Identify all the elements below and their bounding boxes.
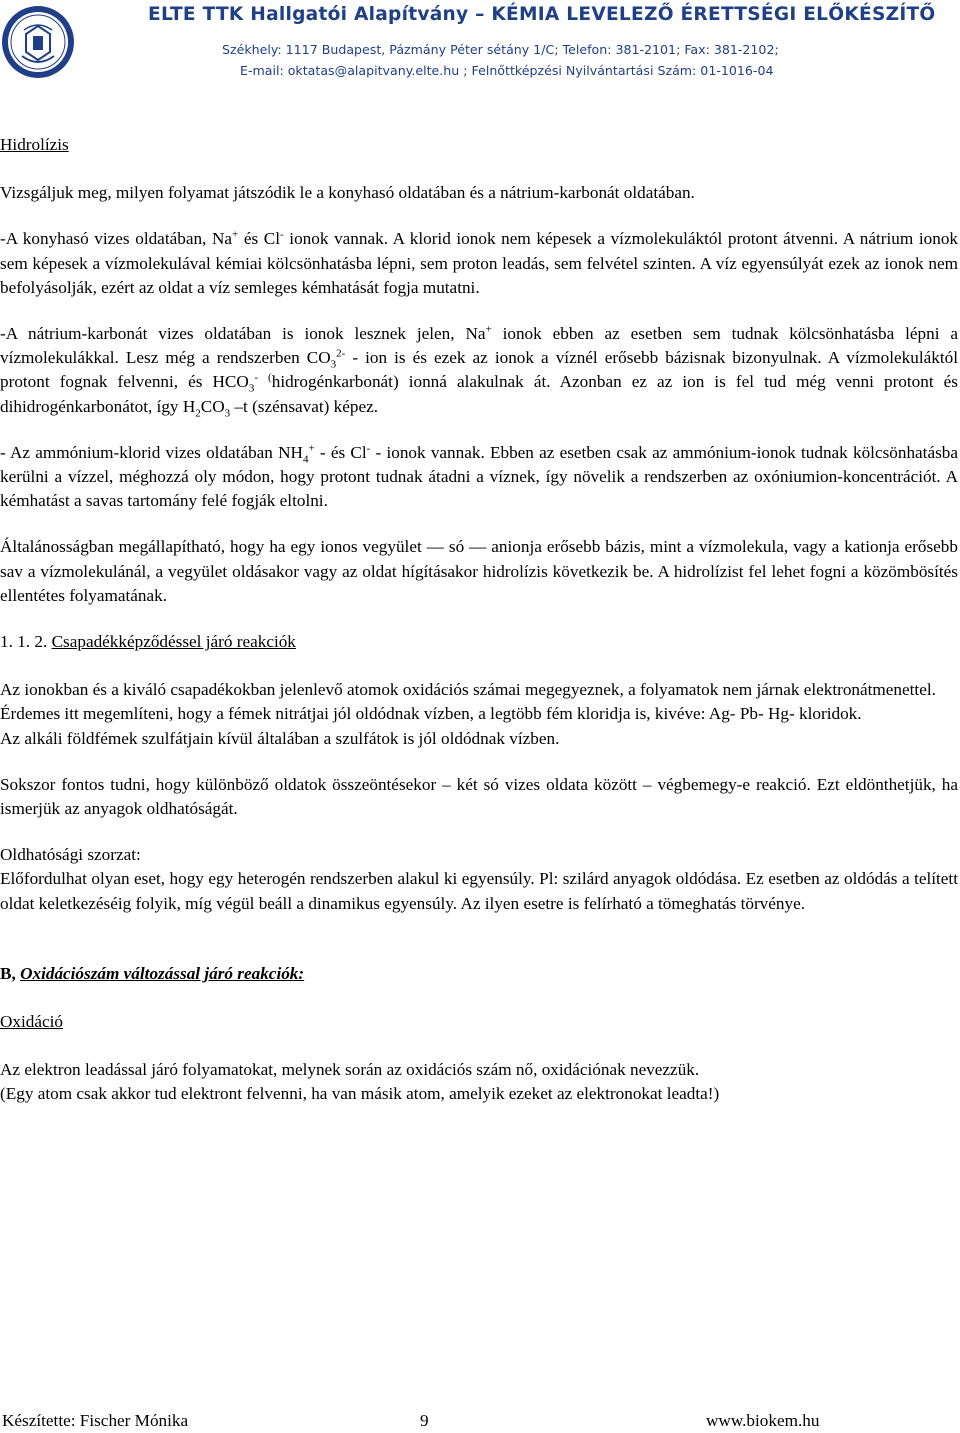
document-body: [0, 133, 958, 1107]
section-heading-precipitation: 1. 1. 2. Csapadékképződéssel járó reakciók: [0, 632, 296, 652]
heading-oxidation: Oxidáció: [0, 1012, 64, 1032]
paragraph-oxidation-definition: Az elektron leadással járó folyamatokat, melynek során az oxidációs szám nő, oxidációnak nevezzük.: [0, 1060, 700, 1080]
paragraph-generalization: Általánosságban megállapítható, hogy ha egy ionos vegyület — só — anionja erősebb bázis, mint a vízmolekula, vagy a kationja erősebb sav a vízmolekulánál, a vegyület oldásakor vagy az oldat hígításakor hidrolízis következik be. A hidrolízist fel lehet fogni a közömbösítés ellentétes folyamatának.: [0, 537, 958, 605]
section-heading-oxidation-reactions: B, Oxidációszám változással járó reakciók:: [0, 963, 305, 983]
paragraph-mixing: Sokszor fontos tudni, hogy különböző oldatok összeöntésekor – két só vizes oldata között – végbemegy-e reakció. Ezt eldönthetjük, ha ismerjük az anyagok oldhatóságát.: [0, 774, 958, 819]
paragraph-sodium-chloride: -A konyhasó vizes oldatában, Na+ és Cl- ionok vannak. A klorid ionok nem képesek a vízmolekuláktól protont átvenni. A nátrium ionok sem képesek a vízmolekulával kémiai kölcsönhatásba lépni, sem proton leadás, sem felvétel szinten. A víz egyensúlyát ezek az ionok nem befolyásolják, ezért az oldat a víz semleges kémhatását fogja mutatni.: [0, 228, 959, 297]
paragraph-sodium-carbonate: -A nátrium-karbonát vizes oldatában is ionok lesznek jelen, Na+ ionok ebben az esetben sem tudnak kölcsönhatásba lépni a vízmolekulákkal. Lesz még a rendszerben $CO_3^{2-}$ - ion is és ezek az ionok a víznél erősebb bázisnak bizonyulnak. A vízmolekuláktól protont fognak felvenni, és $HCO_3^-$ (hidrogénkarbonát) ionná alakulnak át. Azonban ez az ion is fel tud még venni protont és dihidrogénkarbonátot, így $H_2CO_3$ –t (szénsavat) képez.: [0, 323, 958, 420]
paragraph-nitrates: Érdemes itt megemlíteni, hogy a fémek nitrátjai jól oldódnak vízben, a legtöbb fém kloridja is, kivéve: Ag- Pb- Hg- kloridok.: [0, 704, 862, 724]
foundation-seal-logo: [0, 0, 78, 86]
paragraph-electron-note: (Egy atom csak akkor tud elektront felvenni, ha van másik atom, amelyik ezeket az elektronokat leadta!): [0, 1084, 720, 1104]
header-title: ELTE TTK Hallgatói Alapítvány – KÉMIA LEVELEZŐ ÉRETTSÉGI ELŐKÉSZÍTŐ: [148, 4, 936, 25]
header-contact: E-mail: oktatas@alapitvany.elte.hu ; Felnőttképzési Nyilvántartási Szám: 01-1016-04: [240, 63, 774, 78]
paragraph-oxidation-numbers: Az ionokban és a kiváló csapadékokban jelenlevő atomok oxidációs számai megegyeznek, a folyamatok nem járnak elektronátmenettel.: [0, 680, 936, 700]
heading-solubility-product: Oldhatósági szorzat:: [0, 845, 141, 865]
paragraph-ammonium-chloride: - Az ammónium-klorid vizes oldatában $NH_4^+$ - és Cl- - ionok vannak. Ebben az esetben csak az ammónium-ionok tudnak kölcsönhatásba kerülni a vízzel, méghozzá oly módon, hogy protont tudnak átadni a víznek, így növelik a rendszerben az oxóniumion-koncentrációt. A kémhatást a savas tartomány felé fogják eltolni.: [0, 442, 958, 511]
heading-hydrolysis: Hidrolízis: [0, 135, 69, 154]
intro-paragraph: Vizsgáljuk meg, milyen folyamat játszódik le a konyhasó oldatában és a nátrium-karbonát oldatában.: [0, 183, 695, 203]
header-address: Székhely: 1117 Budapest, Pázmány Péter sétány 1/C; Telefon: 381-2101; Fax: 381-2102;: [222, 42, 779, 57]
paragraph-heterogeneous: Előfordulhat olyan eset, hogy egy heterogén rendszerben alakul ki egyensúly. Pl: szilárd anyagok oldódása. Ez esetben az oldódás a telített oldat keletkezéséig folyik, míg végül beáll a dinamikus egyensúly. Az ilyen esetre is felírható a tömeghatás törvénye.: [0, 869, 958, 913]
footer-website: www.biokem.hu: [706, 1411, 820, 1430]
footer-author: Készítette: Fischer Mónika: [2, 1411, 189, 1430]
page-number: 9: [420, 1411, 429, 1430]
page-header: [0, 0, 960, 86]
paragraph-sulfates: Az alkáli földfémek szulfátjain kívül általában a szulfátok is jól oldódnak vízben.: [0, 728, 560, 748]
